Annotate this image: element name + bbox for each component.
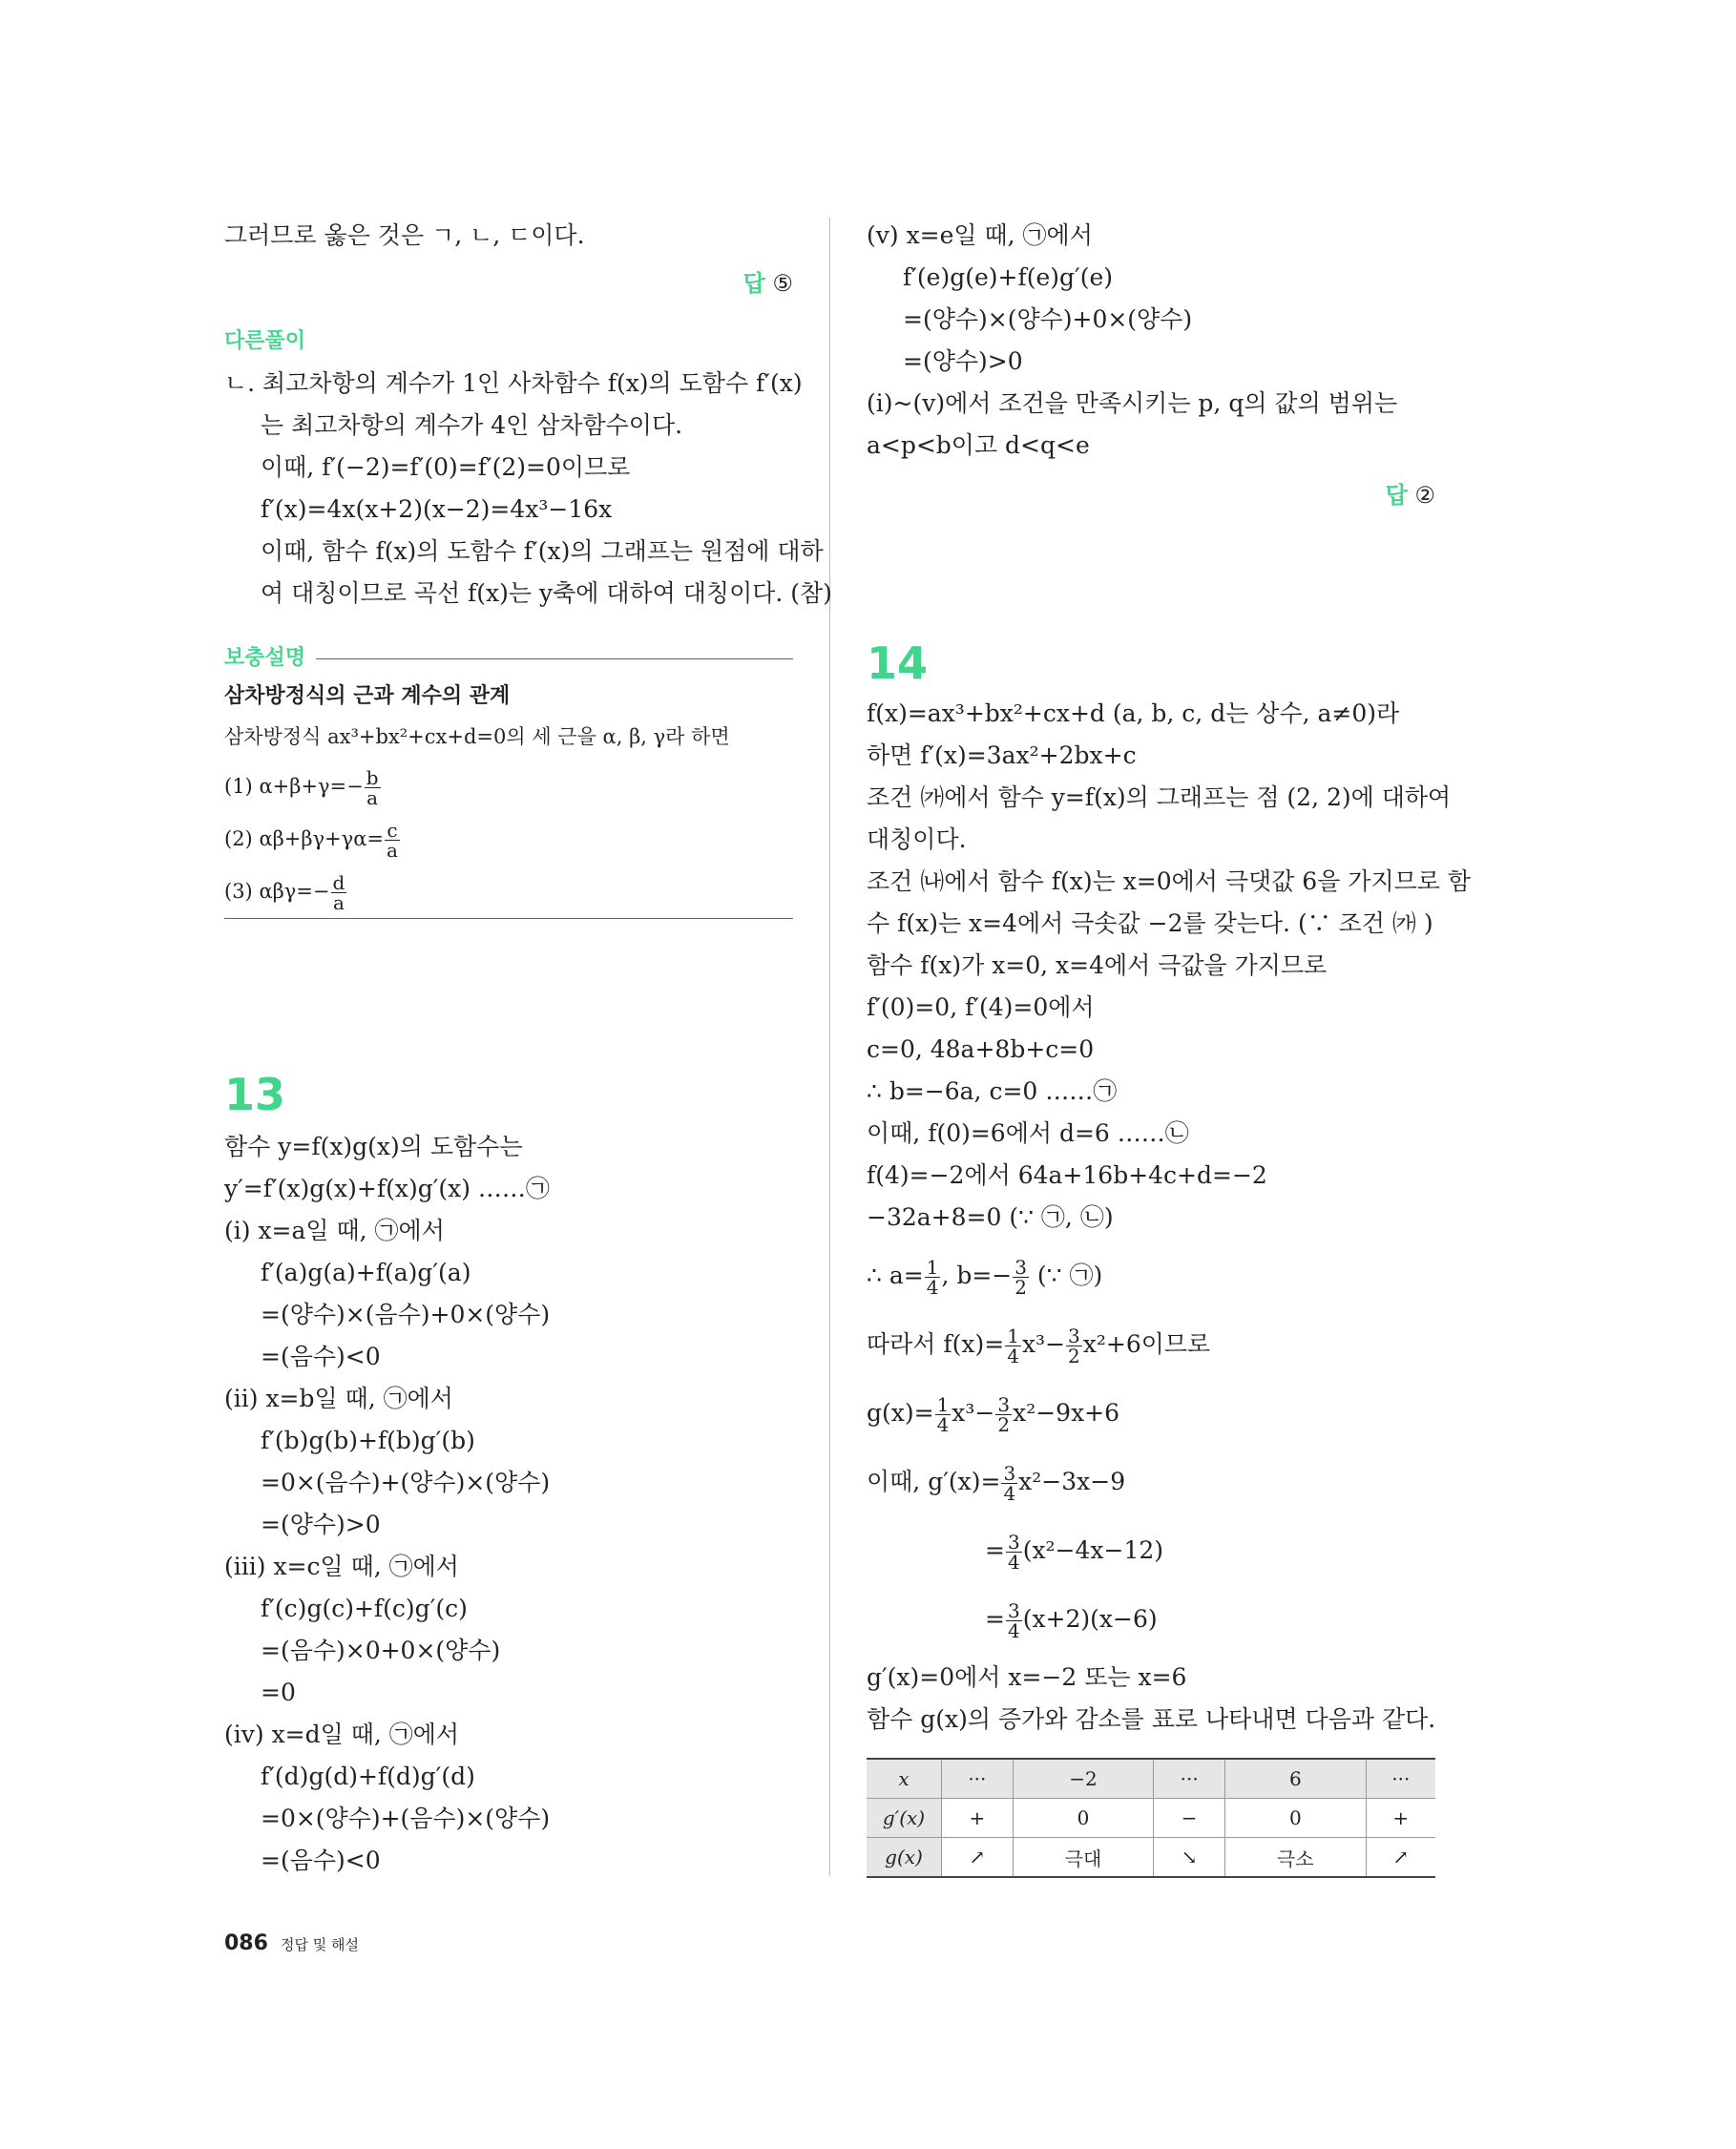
numerator: 3 <box>1003 1462 1016 1485</box>
denominator: 4 <box>1007 1345 1019 1367</box>
p13-line: =(음수)<0 <box>261 1343 381 1370</box>
supplement-bottom-rule <box>224 918 793 919</box>
fraction <box>385 821 400 860</box>
expr-part: (x+2)(x−6) <box>1022 1605 1158 1633</box>
denominator: 4 <box>936 1413 950 1436</box>
p14-line: c=0, 48a+8b+c=0 <box>867 1035 1095 1063</box>
fraction <box>1006 1533 1022 1572</box>
table-cell: 극대 <box>1013 1838 1154 1878</box>
numerator: 3 <box>1007 1531 1020 1554</box>
p14-line: 함수 f(x)가 x=0, x=4에서 극값을 가지므로 <box>867 951 1328 979</box>
numerator: d <box>332 871 345 894</box>
answer-2 <box>1386 476 1435 510</box>
page-number: 086 <box>224 1931 268 1955</box>
p13-line: f′(a)g(a)+f(a)g′(a) <box>261 1259 471 1286</box>
p13-line: (i) x=a일 때, ㉠에서 <box>224 1217 445 1244</box>
answer-5 <box>743 264 793 298</box>
table-cell: ··· <box>942 1759 1014 1799</box>
expr-part: x²−9x+6 <box>1013 1399 1120 1427</box>
p13-line: =(음수)<0 <box>261 1846 381 1874</box>
p13-line: =(양수)×(음수)+0×(양수) <box>261 1301 551 1328</box>
p14-line: 하면 f′(x)=3ax²+2bx+c <box>867 741 1137 769</box>
expr-part: = <box>985 1605 1005 1633</box>
conclusion-text: 그러므로 옳은 것은 ㄱ, ㄴ, ㄷ이다. <box>224 221 585 249</box>
p13-line: (iv) x=d일 때, ㉠에서 <box>224 1721 460 1748</box>
p14-line: 대칭이다. <box>867 825 967 853</box>
p13-line: f′(c)g(c)+f(c)g′(c) <box>261 1595 468 1622</box>
table-cell: + <box>942 1799 1014 1838</box>
p14-line: f(x)=ax³+bx²+cx+d (a, b, c, d는 상수, a≠0)라 <box>867 699 1400 727</box>
p13-line: f′(d)g(d)+f(d)g′(d) <box>261 1763 475 1790</box>
expr-part: , b=− <box>941 1262 1013 1289</box>
fraction <box>1013 1258 1029 1297</box>
supplement-item <box>224 821 401 860</box>
expr-part: 이때, g′(x)= <box>867 1468 1001 1495</box>
expr-part: = <box>985 1536 1005 1564</box>
p13-line: (iii) x=c일 때, ㉠에서 <box>224 1553 459 1580</box>
denominator: 2 <box>1014 1276 1027 1299</box>
denominator: 2 <box>997 1413 1011 1436</box>
table-cell: −2 <box>1013 1759 1154 1799</box>
supplement-item <box>224 768 382 807</box>
p13-line: (ii) x=b일 때, ㉠에서 <box>224 1385 453 1412</box>
item-label: (2) <box>224 827 253 850</box>
denominator: 4 <box>1007 1551 1020 1574</box>
table-cell: 0 <box>1225 1799 1367 1838</box>
fraction <box>1006 1601 1022 1640</box>
top-line: (i)~(v)에서 조건을 만족시키는 p, q의 값의 범위는 <box>867 389 1398 417</box>
p13-line: =0×(양수)+(음수)×(양수) <box>261 1805 551 1832</box>
supplement-item <box>224 873 347 912</box>
expr-part: x³− <box>952 1399 995 1427</box>
p14-frac-line <box>867 1464 1125 1503</box>
problem-number-14: 14 <box>867 637 929 689</box>
item-expr: αβ+βγ+γα= <box>259 827 384 850</box>
p13-line: 함수 y=f(x)g(x)의 도함수는 <box>224 1133 523 1160</box>
supplement-intro: 삼차방정식 ax³+bx²+cx+d=0의 세 근을 α, β, γ라 하면 <box>224 725 730 748</box>
answer-value: ⑤ <box>772 270 793 297</box>
numerator: c <box>385 821 400 841</box>
top-line: (v) x=e일 때, ㉠에서 <box>867 221 1093 249</box>
answer-label: 답 <box>1385 482 1408 509</box>
table-cell: ↗ <box>1366 1838 1435 1878</box>
numerator: 3 <box>997 1393 1011 1416</box>
page-footer <box>224 1931 359 1955</box>
p13-line: =(음수)×0+0×(양수) <box>261 1637 501 1664</box>
p14-line: ∴ b=−6a, c=0 ……㉠ <box>867 1077 1118 1105</box>
alt-solution-title: 다른풀이 <box>224 329 306 353</box>
p14-line: 수 f(x)는 x=4에서 극솟값 −2를 갖는다. (∵ 조건 ㈎ ) <box>867 909 1433 937</box>
alt-line: 는 최고차항의 계수가 4인 삼차함수이다. <box>261 411 683 439</box>
table-row <box>867 1838 1435 1878</box>
fraction <box>1001 1464 1017 1503</box>
item-label: (1) <box>224 775 253 798</box>
column-divider <box>829 218 830 1876</box>
p14-frac-line <box>867 1258 1102 1297</box>
table-cell: + <box>1366 1799 1435 1838</box>
alt-line: 이때, 함수 f(x)의 도함수 f′(x)의 그래프는 원점에 대하 <box>261 537 824 565</box>
item-label: (3) <box>224 880 253 903</box>
answer-value: ② <box>1414 482 1435 509</box>
item-expr: α+β+γ=− <box>259 775 364 798</box>
table-cell: g(x) <box>867 1838 942 1878</box>
expr-part: x²−3x−9 <box>1018 1468 1126 1495</box>
fraction <box>925 1258 941 1297</box>
denominator: 4 <box>1007 1619 1020 1642</box>
item-expr: αβγ=− <box>259 880 330 903</box>
table-cell: x <box>867 1759 942 1799</box>
p14-frac-line <box>985 1533 1163 1572</box>
alt-line: 여 대칭이므로 곡선 f(x)는 y축에 대하여 대칭이다. (참) <box>261 579 832 607</box>
table-cell: ↗ <box>942 1838 1014 1878</box>
top-line: a<p<b이고 d<q<e <box>867 431 1090 459</box>
table-row <box>867 1799 1435 1838</box>
top-line: =(양수)×(양수)+0×(양수) <box>903 305 1193 333</box>
supplement-rule <box>316 658 793 659</box>
numerator: 3 <box>1007 1599 1020 1622</box>
denominator: 2 <box>1068 1345 1080 1367</box>
alt-line: ㄴ. 최고차항의 계수가 1인 사차함수 f(x)의 도함수 f′(x) <box>224 369 803 397</box>
answer-label: 답 <box>743 270 765 297</box>
p14-line: 이때, f(0)=6에서 d=6 ……㉡ <box>867 1119 1189 1147</box>
p14-line: 조건 ㈏에서 함수 f(x)는 x=0에서 극댓값 6을 가지므로 함 <box>867 867 1471 895</box>
numerator: 1 <box>926 1256 939 1279</box>
footer-label: 정답 및 해설 <box>281 1936 360 1953</box>
denominator: a <box>332 891 345 914</box>
table-cell: g′(x) <box>867 1799 942 1838</box>
numerator: 3 <box>1068 1325 1080 1347</box>
numerator: 3 <box>1014 1256 1027 1279</box>
alt-line: 이때, f′(−2)=f′(0)=f′(2)=0이므로 <box>261 453 631 481</box>
sign-table <box>867 1758 1435 1878</box>
expr-part: x³− <box>1021 1330 1066 1358</box>
expr-part: (∵ ㉠) <box>1029 1262 1103 1289</box>
p13-line: =0×(음수)+(양수)×(양수) <box>261 1469 551 1496</box>
denominator: 4 <box>1003 1482 1016 1505</box>
p14-frac-line <box>867 1395 1119 1434</box>
fraction <box>935 1395 952 1434</box>
p14-line: f(4)=−2에서 64a+16b+4c+d=−2 <box>867 1161 1267 1189</box>
p13-line: =0 <box>261 1679 296 1706</box>
table-row <box>867 1759 1435 1799</box>
fraction <box>331 873 347 912</box>
expr-part: g(x)= <box>867 1399 934 1427</box>
top-line: =(양수)>0 <box>903 347 1023 375</box>
denominator: a <box>366 786 379 809</box>
fraction <box>1005 1326 1021 1366</box>
supplement-subtitle: 삼차방정식의 근과 계수의 관계 <box>224 684 511 708</box>
p14-tail-line: g′(x)=0에서 x=−2 또는 x=6 <box>867 1663 1187 1691</box>
denominator: 4 <box>926 1276 939 1299</box>
p13-line: f′(b)g(b)+f(b)g′(b) <box>261 1427 475 1454</box>
fraction <box>1066 1326 1082 1366</box>
denominator: a <box>386 839 398 862</box>
top-line: f′(e)g(e)+f(e)g′(e) <box>903 263 1114 291</box>
p14-frac-line <box>867 1326 1210 1366</box>
p14-line: f′(0)=0, f′(4)=0에서 <box>867 993 1095 1021</box>
fraction <box>995 1395 1012 1434</box>
numerator: b <box>366 766 379 789</box>
p13-line: =(양수)>0 <box>261 1511 381 1538</box>
alt-line: f′(x)=4x(x+2)(x−2)=4x³−16x <box>261 495 613 523</box>
numerator: 1 <box>1007 1325 1019 1347</box>
expr-part: x²+6이므로 <box>1082 1330 1211 1358</box>
table-cell: 극소 <box>1225 1838 1367 1878</box>
table-cell: 0 <box>1013 1799 1154 1838</box>
p14-tail-line: 함수 g(x)의 증가와 감소를 표로 나타내면 다음과 같다. <box>867 1705 1436 1733</box>
expr-part: ∴ a= <box>867 1262 924 1289</box>
fraction <box>365 768 381 807</box>
p14-frac-line <box>985 1601 1158 1640</box>
table-cell: ··· <box>1154 1759 1225 1799</box>
table-cell: ↘ <box>1154 1838 1225 1878</box>
p14-line: −32a+8=0 (∵ ㉠, ㉡) <box>867 1203 1114 1231</box>
table-cell: ··· <box>1366 1759 1435 1799</box>
table-cell: 6 <box>1225 1759 1367 1799</box>
p13-line: y′=f′(x)g(x)+f(x)g′(x) ……㉠ <box>224 1175 550 1202</box>
table-cell: − <box>1154 1799 1225 1838</box>
p14-line: 조건 ㈎에서 함수 y=f(x)의 그래프는 점 (2, 2)에 대하여 <box>867 783 1452 811</box>
expr-part: (x²−4x−12) <box>1022 1536 1164 1564</box>
supplement-title: 보충설명 <box>224 646 306 670</box>
numerator: 1 <box>936 1393 950 1416</box>
expr-part: 따라서 f(x)= <box>867 1330 1005 1358</box>
problem-number-13: 13 <box>224 1069 286 1120</box>
